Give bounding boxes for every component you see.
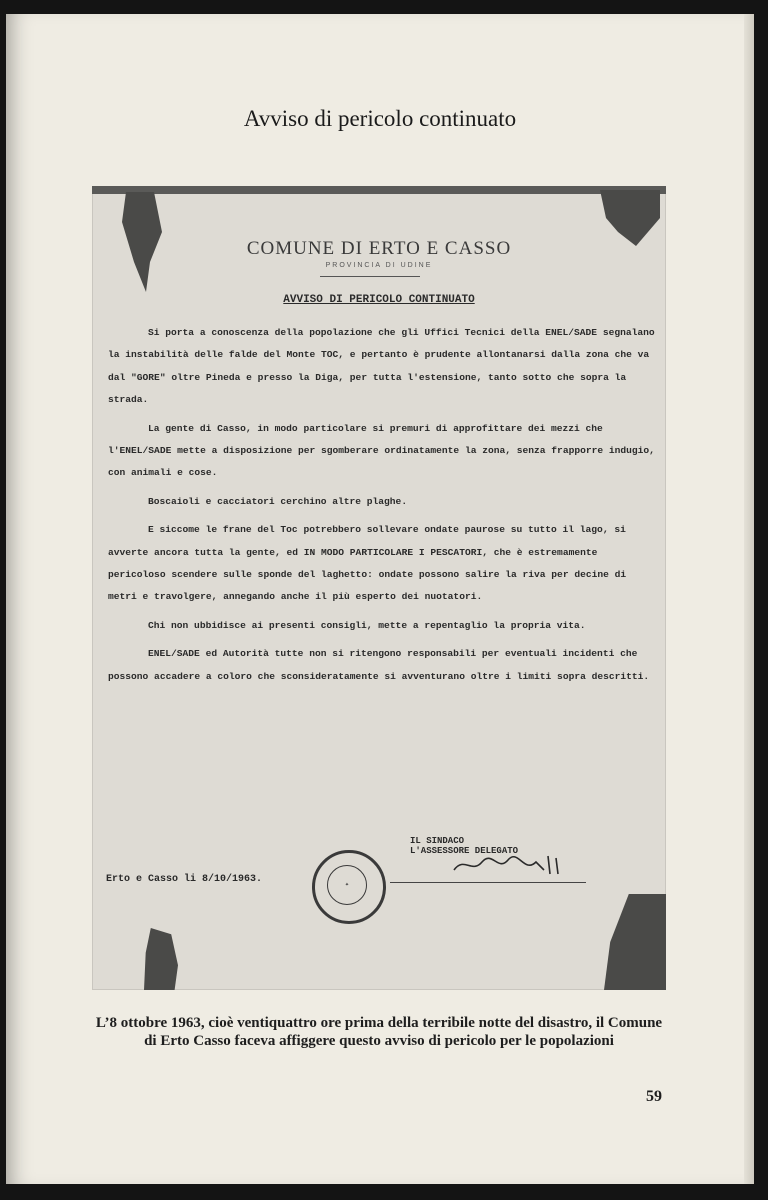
document-paragraph: Si porta a conoscenza della popolazione che gli Uffici Tecnici della ENEL/SADE segnalano la instabilità delle falde del Monte TOC, e pertanto è prudente allontanarsi dalla zona che va dal "GORE" oltre Pineda e presso la Diga, per tutta l'estensione, tanto sotto che sopra la strada. [108, 327, 655, 406]
municipal-stamp [312, 850, 386, 924]
page-title: Avviso di pericolo continuato [243, 106, 517, 131]
handwritten-signature [452, 852, 572, 878]
page-edge [744, 14, 754, 1184]
stamp-center: ✦ [327, 865, 367, 905]
page-number: 59 [646, 1088, 662, 1105]
torn-corner-bottom-left [144, 928, 178, 990]
document-paragraph: Boscaioli e cacciatori cerchino altre plaghe. [148, 495, 408, 507]
header-rule [320, 276, 420, 277]
document-paragraph: Chi non ubbidisce ai presenti consigli, mette a repentaglio la propria vita. [148, 619, 586, 631]
document-paragraph: E siccome le frane del Toc potrebbero sollevare ondate paurose su tutto il lago, si avverte ancora tutta la gente, ed IN MODO PARTICOLARE I PESCATORI, che è estremamente pericoloso scendere sulle sponde del laghetto: ondate possono salire la riva per decine di metri e travolgere, annegando anche il più esperto dei nuotatori. [108, 524, 627, 603]
document-paragraph: La gente di Casso, in modo particolare si premuri di approfittare dei mezzi che l'ENEL/SADE mette a disposizione per sgomberare ordinatamente la zona, senza frapporre indugio, con animali e cose. [108, 422, 655, 479]
document-subheader: PROVINCIA DI UDINE [325, 262, 433, 269]
signature-line [390, 882, 586, 883]
document-paragraph: ENEL/SADE ed Autorità tutte non si ritengono responsabili per eventuali incidenti che possono accadere a coloro che sconsideratamente si avventurano oltre i limiti sopra descritti. [108, 648, 650, 682]
torn-corner-bottom-right [604, 894, 666, 990]
book-page [6, 14, 754, 1184]
signature-title: IL SINDACO L'ASSESSORE DELEGATO [410, 836, 519, 856]
document-header: COMUNE DI ERTO E CASSO [246, 238, 512, 259]
document-subject: AVVISO DI PERICOLO CONTINUATO [283, 294, 475, 306]
document-body [108, 322, 656, 694]
photo-top-shadow [92, 186, 666, 194]
photo-caption: L’8 ottobre 1963, cioè ventiquattro ore prima della terribile notte del disastro, il Comune di Erto Casso faceva affiggere questo avviso di pericolo per le popolazioni [95, 1015, 663, 1049]
document-date: Erto e Casso li 8/10/1963. [106, 874, 263, 885]
document-photo [92, 186, 666, 990]
